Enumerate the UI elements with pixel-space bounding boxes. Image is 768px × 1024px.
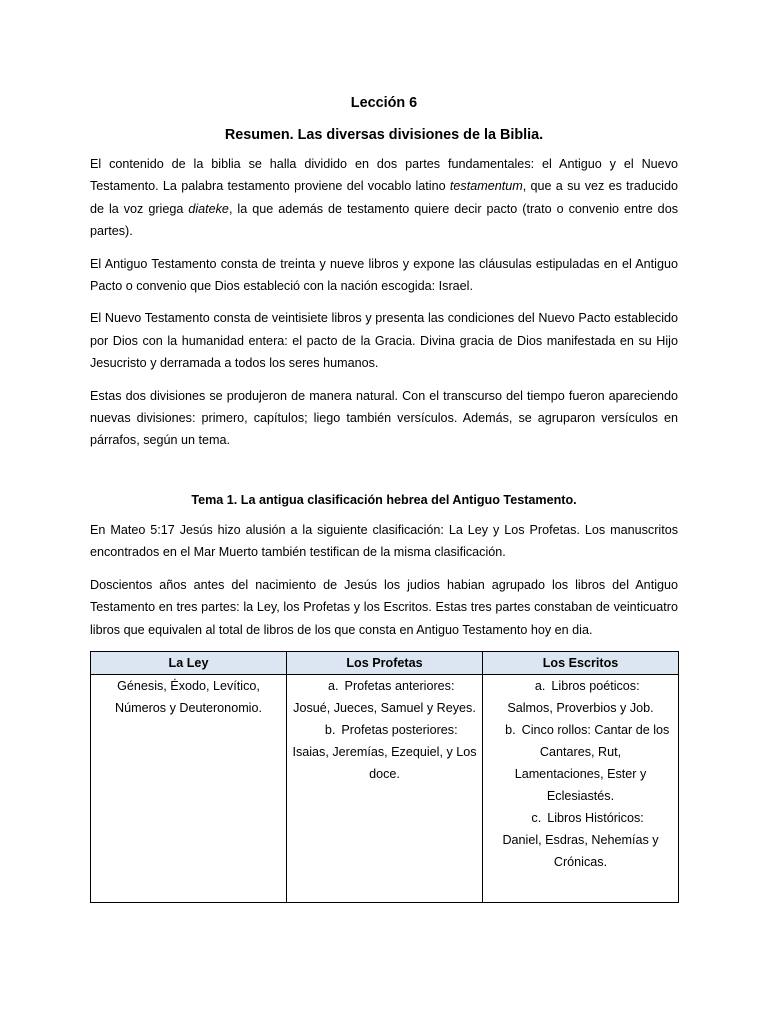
list-item: b. Profetas posteriores: Isaias, Jeremías, Ezequiel, y Los doce.: [292, 722, 477, 781]
classification-table: [90, 651, 679, 903]
lesson-subtitle: Resumen. Las diversas divisiones de la Biblia.: [224, 127, 544, 143]
cell-la-ley: Génesis, Éxodo, Levítico, Números y Deuteronomio.: [91, 674, 287, 902]
intro-paragraph-3: El Nuevo Testamento consta de veintisiete libros y presenta las condiciones del Nuevo Pacto establecido por Dios con la humanidad entera: el pacto de la Gracia. Divina gracia de Dios manifestada en su Hijo Jesucristo y derramada a todos los seres humanos.: [90, 311, 678, 371]
intro-paragraph-1: El contenido de la biblia se halla dividido en dos partes fundamentales: el Antiguo y el Nuevo Testamento. La palabra testamento proviene del vocablo latino testamentum, que a su vez es traducido de la voz griega diateke, la que además de testamento quiere decir pacto (trato o convenio entre dos partes).: [90, 157, 678, 239]
tema-1-heading: Tema 1. La antigua clasificación hebrea del Antiguo Testamento.: [191, 492, 577, 507]
escritos-list: [487, 675, 674, 873]
list-item: a. Profetas anteriores: Josué, Jueces, Samuel y Reyes.: [293, 678, 476, 715]
cell-los-profetas: [287, 674, 483, 902]
table-header-row: [91, 651, 679, 674]
lesson-title: Lección 6: [350, 95, 418, 111]
header-la-ley: La Ley: [91, 651, 287, 674]
profetas-list: [291, 675, 478, 785]
tema-1-paragraph-2: Doscientos años antes del nacimiento de Jesús los judios habian agrupado los libros del Antiguo Testamento en tres partes: la Ley, los Profetas y los Escritos. Estas tres partes constaban de veinticuatro libros que equivalen al total de libros de los que consta en Antiguo Testamento hoy en dia.: [90, 577, 678, 637]
intro-paragraph-4: Estas dos divisiones se produjeron de manera natural. Con el transcurso del tiempo fueron apareciendo nuevas divisiones: primero, capítulos; liego también versículos. Además, se agruparon versículos en párrafos, según un tema.: [90, 388, 678, 448]
header-los-profetas: Los Profetas: [287, 651, 483, 674]
tema-1-paragraph-1: En Mateo 5:17 Jesús hizo alusión a la siguiente clasificación: La Ley y Los Profetas. Los manuscritos encontrados en el Mar Muerto también testifican de la misma clasificación.: [90, 522, 678, 560]
list-item: a. Libros poéticos: Salmos, Proverbios y Job.: [507, 678, 654, 715]
header-los-escritos: Los Escritos: [483, 651, 679, 674]
document-content: [90, 92, 678, 903]
table-row: [91, 674, 679, 902]
latin-term: testamentum: [449, 179, 523, 194]
greek-term: diateke: [188, 201, 229, 216]
intro-paragraph-2: El Antiguo Testamento consta de treinta y nueve libros y expone las cláusulas estipuladas en el Antiguo Pacto o convenio que Dios estableció con la nación escogida: Israel.: [90, 256, 678, 294]
cell-los-escritos: [483, 674, 679, 902]
list-item: b. Cinco rollos: Cantar de los Cantares, Rut, Lamentaciones, Ester y Eclesiastés.: [505, 722, 670, 803]
list-item: c. Libros Históricos: Daniel, Esdras, Nehemías y Crónicas.: [502, 810, 659, 869]
